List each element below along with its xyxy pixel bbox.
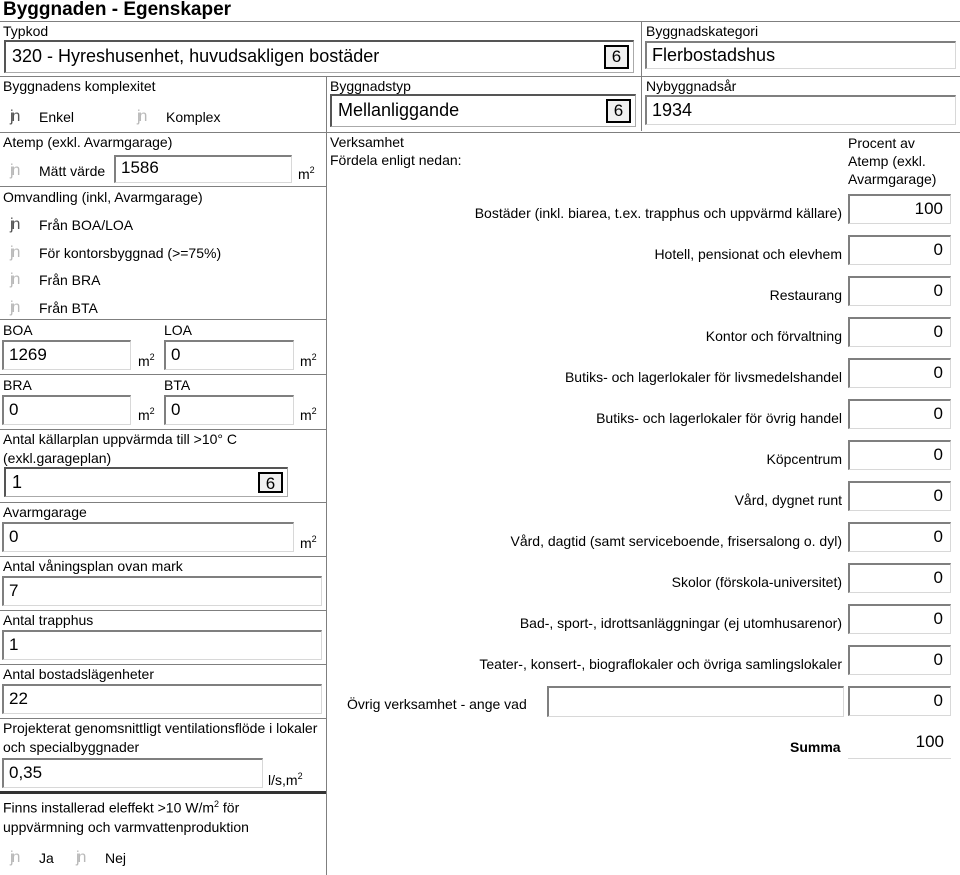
- typkod-dropdown-arrow[interactable]: 6: [604, 45, 629, 69]
- trapphus-field[interactable]: 1: [2, 630, 322, 660]
- loa-label: LOA: [164, 322, 193, 338]
- radio-fran-bta[interactable]: [10, 299, 98, 317]
- verksamhet-row-label: Butiks- och lagerlokaler för livsmedelshandel: [564, 369, 842, 385]
- radio-komplex-icon[interactable]: jn: [137, 108, 146, 125]
- verksamhet-row-value[interactable]: 0: [848, 481, 951, 511]
- bra-field[interactable]: 0: [2, 395, 131, 425]
- ovrig-value-field[interactable]: 0: [848, 686, 951, 716]
- bra-unit: $m^2$: [138, 406, 155, 423]
- kallarplan-value: 1: [12, 472, 23, 492]
- bta-label: BTA: [164, 377, 191, 393]
- bra-divider: [0, 374, 326, 375]
- atemp-field[interactable]: 1586: [114, 155, 292, 183]
- verksamhet-row-value[interactable]: 0: [848, 440, 951, 470]
- loa-field[interactable]: 0: [164, 340, 294, 370]
- verksamhet-row-label: Bad-, sport-, idrottsanläggningar (ej utomhusarenor): [519, 615, 842, 631]
- ventilation-unit: $l/s,m^2$: [268, 771, 303, 788]
- radio-fran-boa-loa-icon[interactable]: jn: [10, 216, 19, 233]
- verksamhet-row-value[interactable]: 0: [848, 604, 951, 634]
- vaningsplan-label: Antal våningsplan ovan mark: [3, 558, 183, 574]
- verksamhet-row-label: Restaurang: [769, 287, 842, 303]
- avarmgarage-divider: [0, 502, 326, 503]
- atemp-unit: $m^2$: [298, 165, 315, 182]
- verksamhet-row-value[interactable]: 0: [848, 317, 951, 347]
- radio-enkel-icon[interactable]: jn: [10, 108, 19, 125]
- vaningsplan-divider: [0, 556, 326, 557]
- radio-fran-bta-label: Från BTA: [39, 300, 98, 316]
- boa-label: BOA: [3, 322, 33, 338]
- byggnadstyp-select[interactable]: [330, 94, 636, 127]
- verksamhet-row-value[interactable]: 0: [848, 645, 951, 675]
- verksamhet-row-label: Skolor (förskola-universitet): [671, 574, 842, 590]
- komplexitet-label: Byggnadens komplexitet: [3, 78, 156, 94]
- trapphus-divider: [0, 610, 326, 611]
- avarmgarage-label: Avarmgarage: [3, 504, 87, 520]
- lagenheter-field[interactable]: 22: [2, 684, 322, 714]
- radio-nej-label: Nej: [105, 850, 127, 866]
- verksamhet-row-label: Kontor och förvaltning: [705, 328, 842, 344]
- verksamhet-label: Verksamhet: [330, 134, 404, 150]
- radio-matt-varde-label: Mätt värde: [39, 163, 106, 179]
- boa-divider: [0, 319, 326, 320]
- radio-enkel-label: Enkel: [39, 109, 75, 125]
- verksamhet-row-value[interactable]: 0: [848, 358, 951, 388]
- verksamhet-row-value[interactable]: 0: [848, 522, 951, 552]
- radio-kontorsbyggnad-label: För kontorsbyggnad (>=75%): [39, 245, 222, 261]
- verksamhet-row-value[interactable]: 100: [848, 194, 951, 224]
- kallarplan-select[interactable]: [4, 467, 288, 497]
- typkod-label: Typkod: [3, 23, 49, 39]
- ovrig-text-field[interactable]: [547, 686, 844, 717]
- radio-fran-bta-icon[interactable]: jn: [10, 299, 19, 316]
- procent-header: Procent av Atemp (exkl. Avarmgarage): [848, 135, 937, 187]
- boa-unit: $m^2$: [138, 352, 155, 369]
- radio-nej[interactable]: [76, 849, 126, 867]
- typkod-select[interactable]: [4, 40, 634, 73]
- kallarplan-label: Antal källarplan uppvärmda till >10° C (exkl.garageplan): [3, 431, 238, 466]
- avarmgarage-unit: $m^2$: [300, 534, 317, 551]
- radio-nej-icon[interactable]: jn: [76, 849, 85, 866]
- radio-komplex[interactable]: [137, 108, 220, 126]
- bta-field[interactable]: 0: [164, 395, 294, 425]
- row2-divider: [0, 76, 960, 77]
- radio-kontorsbyggnad-icon[interactable]: jn: [10, 244, 19, 261]
- radio-kontorsbyggnad[interactable]: [10, 244, 221, 262]
- trapphus-label: Antal trapphus: [3, 612, 94, 628]
- atemp-label: Atemp (exkl. Avarmgarage): [3, 134, 173, 150]
- lagenheter-divider: [0, 664, 326, 665]
- verksamhet-sub: Fördela enligt nedan:: [330, 152, 462, 168]
- byggnadstyp-label: Byggnadstyp: [330, 78, 411, 94]
- top-divider: [0, 21, 960, 22]
- radio-ja[interactable]: [10, 849, 54, 867]
- verksamhet-row-label: Köpcentrum: [766, 451, 842, 467]
- kallarplan-dropdown-arrow[interactable]: 6: [258, 472, 283, 493]
- radio-ja-label: Ja: [39, 850, 54, 866]
- kategori-label: Byggnadskategori: [646, 23, 759, 39]
- typkod-value: 320 - Hyreshusenhet, huvudsakligen bostäder: [12, 46, 380, 66]
- byggnadstyp-dropdown-arrow[interactable]: 6: [606, 99, 631, 123]
- verksamhet-row-value[interactable]: 0: [848, 276, 951, 306]
- verksamhet-row-label: Vård, dygnet runt: [734, 492, 842, 508]
- verksamhet-row-label: Butiks- och lagerlokaler för övrig handel: [596, 410, 842, 426]
- nybyggnadsar-field[interactable]: 1934: [645, 95, 956, 125]
- verksamhet-row-value[interactable]: 0: [848, 563, 951, 593]
- bra-label: BRA: [3, 377, 32, 393]
- page-title: Byggnaden - Egenskaper: [3, 0, 232, 20]
- bta-unit: $m^2$: [300, 406, 317, 423]
- verksamhet-row-label: Vård, dagtid (samt serviceboende, frisersalong o. dyl): [510, 533, 842, 549]
- eleffekt-label: Finns installerad eleffekt >10 $W/m^2$ för uppvärmning och varmvattenproduktion: [3, 799, 249, 835]
- radio-matt-varde-icon[interactable]: jn: [10, 162, 19, 179]
- lagenheter-label: Antal bostadslägenheter: [3, 666, 154, 682]
- ventilation-field[interactable]: 0,35: [2, 758, 263, 788]
- row3-divider: [0, 132, 960, 133]
- avarmgarage-field[interactable]: 0: [2, 522, 294, 552]
- kategori-field: Flerbostadshus: [645, 41, 956, 69]
- loa-unit: $m^2$: [300, 352, 317, 369]
- verksamhet-row-label: Teater-, konsert-, biograflokaler och övriga samlingslokaler: [479, 656, 842, 672]
- radio-matt-varde[interactable]: [10, 162, 105, 180]
- radio-fran-bra-label: Från BRA: [39, 272, 101, 288]
- verksamhet-row-label: Bostäder (inkl. biarea, t.ex. trapphus och uppvärmd källare): [474, 205, 842, 221]
- radio-komplex-label: Komplex: [166, 109, 221, 125]
- radio-fran-bra-icon[interactable]: jn: [10, 271, 19, 288]
- radio-fran-boa-loa[interactable]: [10, 216, 133, 234]
- radio-fran-bra[interactable]: [10, 271, 100, 289]
- radio-enkel[interactable]: [10, 108, 74, 126]
- radio-ja-icon[interactable]: jn: [10, 849, 19, 866]
- eleffekt-divider: [0, 791, 326, 794]
- verksamhet-row-value[interactable]: 0: [848, 399, 951, 429]
- nybyggnadsar-label: Nybyggnadsår: [646, 78, 737, 94]
- verksamhet-row-label: Hotell, pensionat och elevhem: [654, 246, 842, 262]
- ventilation-label: Projekterat genomsnittligt ventilationsflöde i lokaler och specialbyggnader: [3, 720, 318, 755]
- ovrig-label: Övrig verksamhet - ange vad: [347, 696, 527, 712]
- omvandling-label: Omvandling (inkl, Avarmgarage): [3, 189, 203, 205]
- byggnadstyp-value: Mellanliggande: [338, 100, 460, 120]
- boa-field[interactable]: 1269: [2, 340, 131, 370]
- summa-label: Summa: [790, 739, 841, 755]
- vaningsplan-field[interactable]: 7: [2, 576, 322, 606]
- radio-fran-boa-loa-label: Från BOA/LOA: [39, 217, 134, 233]
- verksamhet-row-value[interactable]: 0: [848, 235, 951, 265]
- omvandling-divider: [0, 186, 326, 187]
- col-divider-main: [326, 76, 327, 875]
- summa-value: 100: [848, 729, 951, 759]
